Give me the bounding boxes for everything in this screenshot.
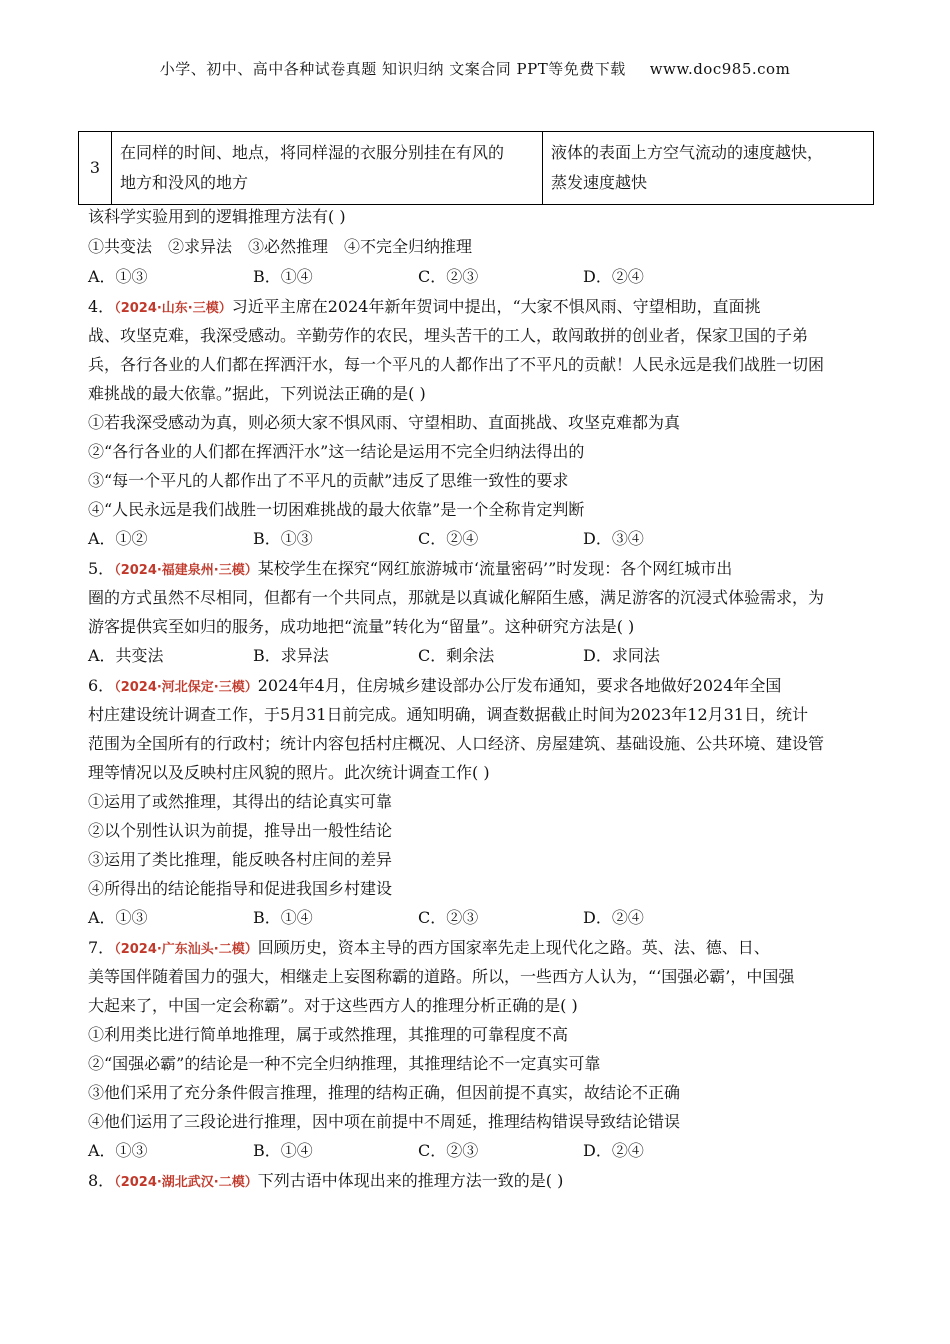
option-d: D．②④	[583, 267, 644, 286]
question-number: 6．	[88, 676, 115, 695]
option-d: D．②④	[583, 908, 644, 927]
experiment-table	[78, 131, 874, 205]
option-a: A．①②	[88, 529, 148, 548]
statement-item: ①若我深受感动为真，则必须大家不惧风雨、守望相助、直面挑战、攻坚克难都为真	[88, 413, 681, 432]
question-source: （2024·湖北武汉·二模）	[114, 1175, 258, 1190]
q7-options	[88, 1136, 868, 1166]
statement-item: ②“各行各业的人们都在挥洒汗水”这一结论是运用不完全归纳法得出的	[88, 442, 585, 461]
option-d: D．②④	[583, 1141, 644, 1160]
statement-item: ③“每一个平凡的人都作出了不平凡的贡献”违反了思维一致性的要求	[88, 471, 569, 490]
question-7: 7．（2024·广东汕头·二模）回顾历史，资本主导的西方国家率先走上现代化之路。英、法、德、日、 美等国伴随着国力的强大，相继走上妄图称霸的道路。所以，一些西方人认为，“‘国强必霸’，中国强 大起来了，中国一定会称霸”。对于这些西方人的推理分析正确的是( ) ①利用类比进行简单地推理，属于或然推理，其推理的可靠程度不高 ②“国强必霸”的结论是一种不完全归纳推理，其推理结论不一定真实可靠 ③他们采用了充分条件假言推理，推理的结构正确，但因前提不真实，故结论不正确 ④他们运用了三段论进行推理，因中项在前提中不周延，推理结构错误导致结论错误 A．①③ B．①④ C．②③ D．②④	[88, 933, 868, 1166]
option-b: B．①④	[253, 267, 313, 286]
question-4: 4．（2024·山东·三模）习近平主席在2024年新年贺词中提出，“大家不惧风雨、守望相助，直面挑 战、攻坚克难，我深受感动。辛勤劳作的农民，埋头苦干的工人，敢闯敢拼的创业者，保家卫国的子弟 兵，各行各业的人们都在挥洒汗水，每一个平凡的人都作出了不平凡的贡献！人民永远是我们战胜一切困 难挑战的最大依靠。”据此，下列说法正确的是( ) ①若我深受感动为真，则必须大家不惧风雨、守望相助、直面挑战、攻坚克难都为真 ②“各行各业的人们都在挥洒汗水”这一结论是运用不完全归纳法得出的 ③“每一个平凡的人都作出了不平凡的贡献”违反了思维一致性的要求 ④“人民永远是我们战胜一切困难挑战的最大依靠”是一个全称肯定判断 A．①② B．①③ C．②④ D．③④	[88, 292, 868, 554]
statement-item: ④所得出的结论能指导和促进我国乡村建设	[88, 879, 393, 898]
option-a: A．①③	[88, 1141, 148, 1160]
q4-options	[88, 524, 868, 554]
q6-options	[88, 903, 868, 933]
option-b: B．求异法	[253, 646, 329, 665]
statement-item: ①利用类比进行简单地推理，属于或然推理，其推理的可靠程度不高	[88, 1025, 569, 1044]
question-source: （2024·山东·三模）	[114, 301, 232, 316]
table-row	[79, 132, 874, 205]
question-number: 7．	[88, 938, 115, 957]
statement-item: ④“人民永远是我们战胜一切困难挑战的最大依靠”是一个全称肯定判断	[88, 500, 585, 519]
option-b: B．①④	[253, 1141, 313, 1160]
row-method: 在同样的时间、地点，将同样湿的衣服分别挂在有风的 地方和没风的地方	[112, 132, 543, 205]
row-conclusion: 液体的表面上方空气流动的速度越快， 蒸发速度越快	[543, 132, 874, 205]
option-b: B．①④	[253, 908, 313, 927]
option-d: D．求同法	[583, 646, 660, 665]
question-source: （2024·广东汕头·二模）	[114, 942, 258, 957]
question-source: （2024·河北保定·三模）	[114, 680, 258, 695]
question-8: 8．（2024·湖北武汉·二模）下列古语中体现出来的推理方法一致的是( )	[88, 1171, 564, 1190]
page-header	[0, 58, 950, 79]
statement-item: ②以个别性认识为前提，推导出一般性结论	[88, 821, 393, 840]
question-5: 5．（2024·福建泉州·三模）某校学生在探究“网红旅游城市‘流量密码’”时发现：各个网红城市出 圈的方式虽然不尽相同，但都有一个共同点，那就是以真诚化解陌生感，满足游客的沉浸式体验需求，为 游客提供宾至如归的服务，成功地把“流量”转化为“留量”。这种研究方法是( ) A．共变法 B．求异法 C．剩余法 D．求同法	[88, 554, 868, 671]
q3-items: ①共变法 ②求异法 ③必然推理 ④不完全归纳推理	[88, 237, 473, 256]
question-number: 5．	[88, 559, 115, 578]
statement-item: ③运用了类比推理，能反映各村庄间的差异	[88, 850, 393, 869]
question-number: 4．	[88, 297, 115, 316]
option-a: A．①③	[88, 267, 148, 286]
row-number: 3	[79, 132, 112, 205]
q3-options	[88, 262, 868, 292]
option-c: C．②③	[418, 1141, 479, 1160]
option-a: A．①③	[88, 908, 148, 927]
statement-item: ②“国强必霸”的结论是一种不完全归纳推理，其推理结论不一定真实可靠	[88, 1054, 601, 1073]
question-source: （2024·福建泉州·三模）	[114, 563, 258, 578]
header-text: 小学、初中、高中各种试卷真题 知识归纳 文案合同 PPT等免费下载	[159, 60, 626, 78]
statement-item: ③他们采用了充分条件假言推理，推理的结构正确，但因前提不真实，故结论不正确	[88, 1083, 681, 1102]
statement-item: ①运用了或然推理，其得出的结论真实可靠	[88, 792, 393, 811]
statement-item: ④他们运用了三段论进行推理，因中项在前提中不周延，推理结构错误导致结论错误	[88, 1112, 681, 1131]
option-c: C．②③	[418, 908, 479, 927]
q5-options	[88, 641, 868, 671]
option-a: A．共变法	[88, 646, 164, 665]
q3-stem: 该科学实验用到的逻辑推理方法有( )	[88, 207, 346, 226]
option-b: B．①③	[253, 529, 313, 548]
question-6: 6．（2024·河北保定·三模）2024年4月，住房城乡建设部办公厅发布通知，要求各地做好2024年全国 村庄建设统计调查工作，于5月31日前完成。通知明确，调查数据截止时间为2023年12月31日，统计 范围为全国所有的行政村；统计内容包括村庄概况、人口经济、房屋建筑、基础设施、公共环境、建设管 理等情况以及反映村庄风貌的照片。此次统计调查工作( ) ①运用了或然推理，其得出的结论真实可靠 ②以个别性认识为前提，推导出一般性结论 ③运用了类比推理，能反映各村庄间的差异 ④所得出的结论能指导和促进我国乡村建设 A．①③ B．①④ C．②③ D．②④	[88, 671, 868, 933]
option-c: C．②③	[418, 267, 479, 286]
option-d: D．③④	[583, 529, 644, 548]
header-site: www.doc985.com	[649, 60, 791, 78]
option-c: C．②④	[418, 529, 479, 548]
option-c: C．剩余法	[418, 646, 495, 665]
question-number: 8．	[88, 1171, 115, 1190]
question-list	[88, 202, 868, 1195]
